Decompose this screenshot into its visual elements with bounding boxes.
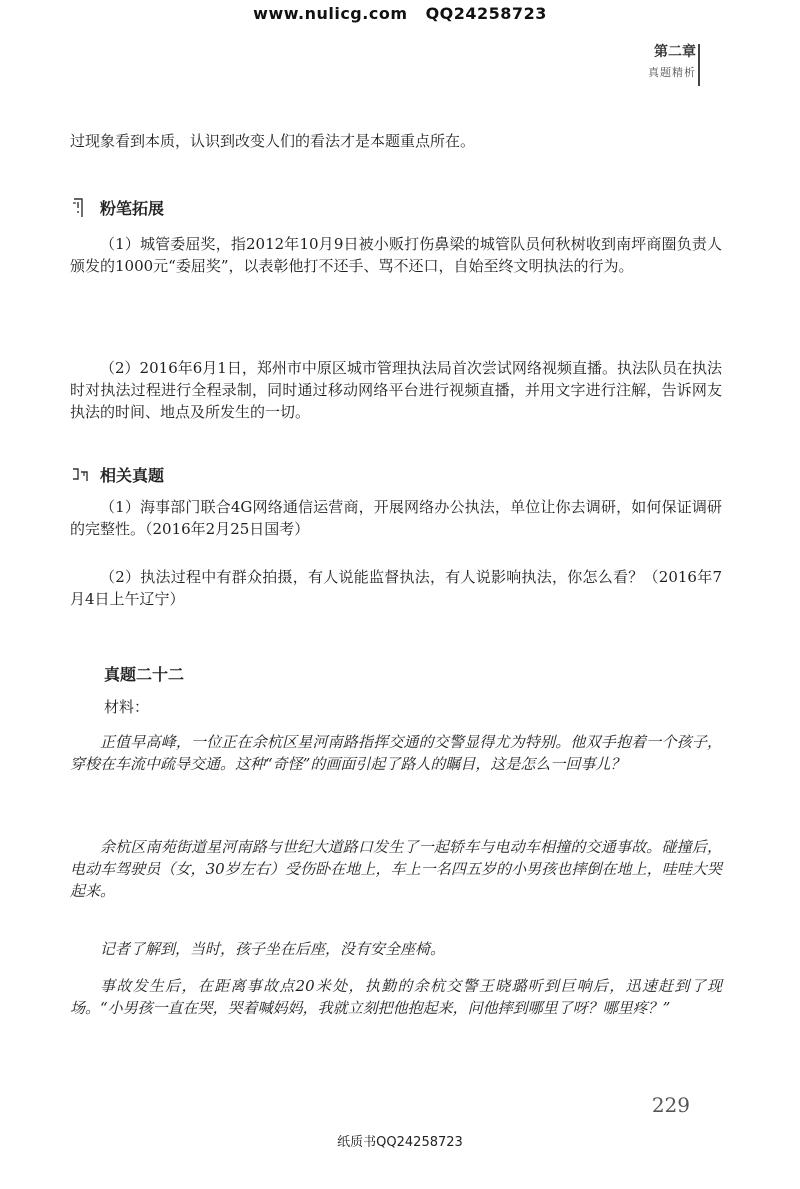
- related-question-2: （2）执法过程中有群众拍摄，有人说能监督执法，有人说影响执法，你怎么看？（2016年7月4日上午辽宁）: [70, 568, 722, 608]
- section-title: 粉笔拓展: [100, 199, 165, 218]
- material-paragraph-2: 余杭区南苑街道星河南路与世纪大道路口发生了一起轿车与电动车相撞的交通事故。碰撞后，电动车驾驶员（女，30岁左右）受伤卧在地上，车上一名四五岁的小男孩也摔倒在地上，哇哇大哭起来。: [70, 838, 722, 900]
- material-paragraph-1: 正值早高峰，一位正在余杭区星河南路指挥交通的交警显得尤为特别。他双手抱着一个孩子，穿梭在车流中疏导交通。这种“奇怪”的画面引起了路人的瞩目，这是怎么一回事儿？: [70, 733, 722, 773]
- bottom-watermark: 纸质书QQ24258723: [337, 1135, 463, 1150]
- material-label: 材料：: [104, 698, 150, 716]
- section-title: 相关真题: [100, 466, 165, 485]
- section-heading-related: [70, 463, 164, 486]
- chapter-divider: [698, 44, 700, 86]
- bookmark-icon: [70, 197, 90, 219]
- watermark-qq: QQ24258723: [425, 4, 547, 23]
- section-heading-extension: [70, 196, 164, 219]
- intro-paragraph: 过现象看到本质，认识到改变人们的看法才是本题重点所在。: [70, 132, 476, 150]
- material-paragraph-3: 记者了解到，当时，孩子坐在后座，没有安全座椅。: [100, 940, 446, 958]
- question-title-text: 真题二十二: [104, 665, 185, 684]
- extension-paragraph-1: （1）城管委屈奖，指2012年10月9日被小贩打伤鼻梁的城管队员何秋树收到南坪商圈负责人颁发的1000元“委屈奖”，以表彰他打不还手、骂不还口，自始至终文明执法的行为。: [70, 235, 722, 275]
- chapter-header: [648, 40, 696, 82]
- chapter-subtitle: 真题精析: [648, 66, 696, 79]
- extension-paragraph-2: （2）2016年6月1日，郑州市中原区城市管理执法局首次尝试网络视频直播。执法队员在执法时对执法过程进行全程录制，同时通过移动网络平台进行视频直播，并用文字进行注解，告诉网友执法的时间、地点及所发生的一切。: [70, 359, 722, 421]
- material-paragraph-4: 事故发生后，在距离事故点20米处，执勤的余杭交警王晓璐听到巨响后，迅速赶到了现场。“小男孩一直在哭，哭着喊妈妈，我就立刻把他抱起来，问他摔到哪里了呀？哪里疼？”: [70, 977, 722, 1017]
- watermark-url: www.nulicg.com: [253, 4, 408, 23]
- page-number: 229: [651, 1093, 690, 1117]
- related-question-1: （1）海事部门联合4G网络通信运营商，开展网络办公执法，单位让你去调研，如何保证调研的完整性。（2016年2月25日国考）: [70, 498, 722, 538]
- question-title: [104, 662, 184, 685]
- top-watermark: [0, 4, 800, 23]
- chapter-title: 第二章: [654, 44, 696, 60]
- bracket-icon: [70, 464, 90, 486]
